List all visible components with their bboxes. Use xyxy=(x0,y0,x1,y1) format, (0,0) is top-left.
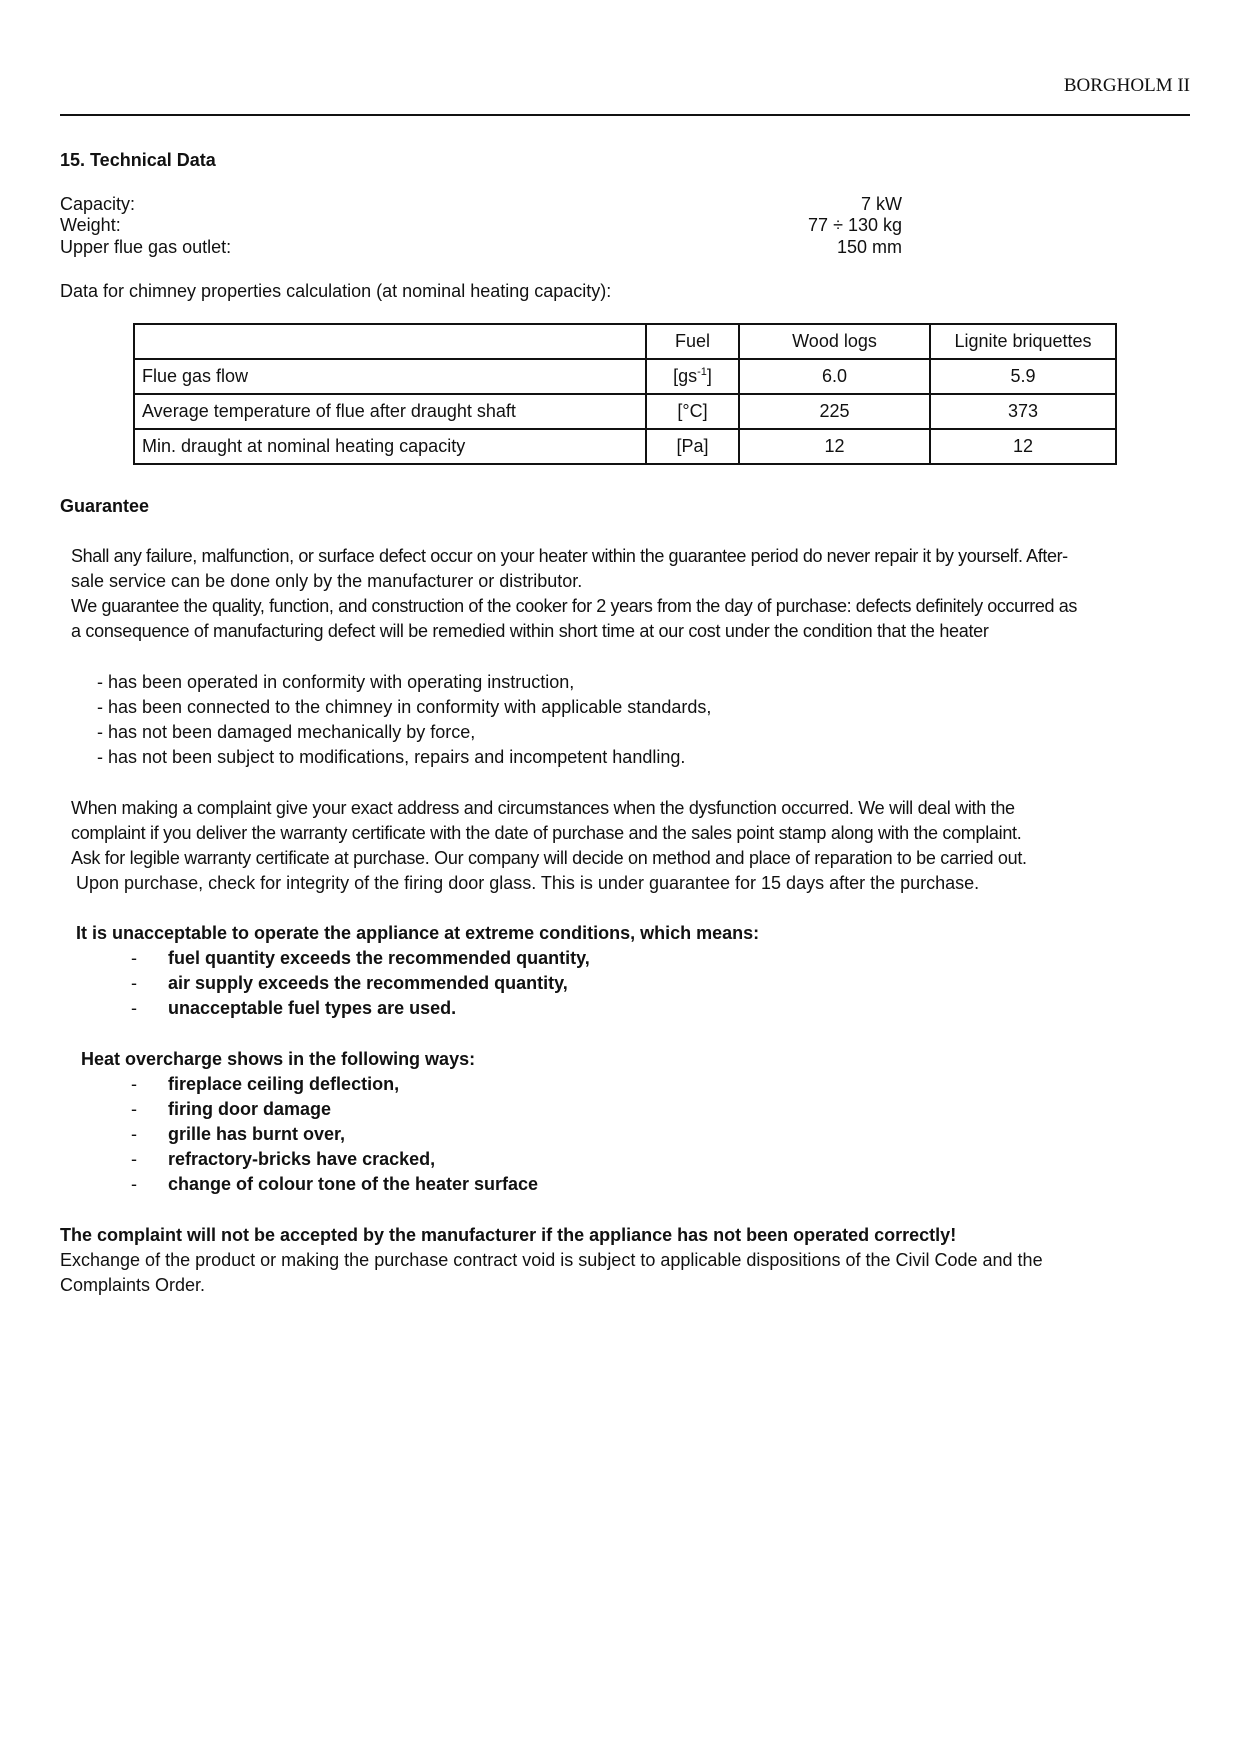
condition-item: - has not been damaged mechanically by force, xyxy=(97,722,476,742)
chimney-data-table xyxy=(133,323,1117,465)
table-header-cell: Wood logs xyxy=(739,324,930,359)
list-dash: - xyxy=(131,948,137,968)
section-title: 15. Technical Data xyxy=(60,150,216,170)
spec-label: Weight: xyxy=(60,215,121,235)
spec-label: Capacity: xyxy=(60,194,136,214)
extreme-item: fuel quantity exceeds the recommended quantity, xyxy=(168,948,590,968)
row-label: Min. draught at nominal heating capacity xyxy=(134,429,646,464)
paragraph-line: Ask for legible warranty certificate at purchase. Our company will decide on method and place of reparation to be carried out. xyxy=(71,848,1027,868)
paragraph-line: Upon purchase, check for integrity of the firing door glass. This is under guarantee for 15 days after the purchase. xyxy=(71,873,980,893)
spec-label: Upper flue gas outlet: xyxy=(60,237,232,257)
spec-value: 150 mm xyxy=(836,237,902,257)
list-dash: - xyxy=(131,973,137,993)
row-wood-value: 225 xyxy=(739,394,930,429)
table-header-row xyxy=(134,324,1116,359)
table-header-cell xyxy=(134,324,646,359)
condition-item: - has been connected to the chimney in conformity with applicable standards, xyxy=(97,697,712,717)
row-lignite-value: 5.9 xyxy=(930,359,1116,394)
chimney-intro: Data for chimney properties calculation (at nominal heating capacity): xyxy=(60,281,612,301)
row-label: Flue gas flow xyxy=(134,359,646,394)
extreme-item: air supply exceeds the recommended quantity, xyxy=(168,973,568,993)
paragraph-line: When making a complaint give your exact address and circumstances when the dysfunction occurred. We will deal with the xyxy=(71,798,1015,818)
list-dash: - xyxy=(131,1124,137,1144)
row-wood-value: 6.0 xyxy=(739,359,930,394)
unit-text-end: ] xyxy=(706,366,712,386)
list-dash: - xyxy=(131,1099,137,1119)
paragraph-line: a consequence of manufacturing defect will be remedied within short time at our cost under the condition that the heater xyxy=(71,621,989,641)
row-label: Average temperature of flue after draught shaft xyxy=(134,394,646,429)
paragraph-line: Shall any failure, malfunction, or surface defect occur on your heater within the guarantee period do never repair it by yourself. After- xyxy=(71,546,1068,566)
header-rule xyxy=(60,114,1190,116)
table-header-cell: Lignite briquettes xyxy=(930,324,1116,359)
spec-value: 77 ÷ 130 kg xyxy=(808,215,902,235)
list-dash: - xyxy=(131,1174,137,1194)
extreme-title: It is unacceptable to operate the appliance at extreme conditions, which means: xyxy=(76,923,760,943)
overcharge-title: Heat overcharge shows in the following ways: xyxy=(81,1049,476,1069)
table-row xyxy=(134,359,1116,394)
row-unit: [Pa] xyxy=(646,429,739,464)
closing-line: Complaints Order. xyxy=(60,1275,206,1295)
list-dash: - xyxy=(131,1149,137,1169)
condition-item: - has been operated in conformity with operating instruction, xyxy=(97,672,575,692)
extreme-item: unacceptable fuel types are used. xyxy=(168,998,457,1018)
spec-value: 7 kW xyxy=(860,194,902,214)
paragraph-line: We guarantee the quality, function, and construction of the cooker for 2 years from the day of purchase: defects definitely occurred as xyxy=(71,596,1077,616)
paragraph-line: sale service can be done only by the manufacturer or distributor. xyxy=(71,571,583,591)
document-header: BORGHOLM II xyxy=(1063,75,1190,96)
paragraph-line: complaint if you deliver the warranty certificate with the date of purchase and the sales point stamp along with the complaint. xyxy=(71,823,1022,843)
table-row xyxy=(134,394,1116,429)
overcharge-item: refractory-bricks have cracked, xyxy=(168,1149,436,1169)
warning-text: The complaint will not be accepted by the manufacturer if the appliance has not been operated correctly! xyxy=(60,1225,957,1245)
unit-exponent: -1 xyxy=(697,366,707,378)
row-wood-value: 12 xyxy=(739,429,930,464)
table-header-cell: Fuel xyxy=(646,324,739,359)
row-lignite-value: 12 xyxy=(930,429,1116,464)
row-lignite-value: 373 xyxy=(930,394,1116,429)
overcharge-item: firing door damage xyxy=(168,1099,332,1119)
unit-text: [gs xyxy=(673,366,698,386)
overcharge-item: grille has burnt over, xyxy=(168,1124,346,1144)
closing-line: Exchange of the product or making the purchase contract void is subject to applicable dispositions of the Civil Code and the xyxy=(60,1250,1043,1270)
table-row xyxy=(134,429,1116,464)
row-unit: [°C] xyxy=(646,394,739,429)
condition-item: - has not been subject to modifications, repairs and incompetent handling. xyxy=(97,747,686,767)
guarantee-title: Guarantee xyxy=(60,496,150,516)
row-unit xyxy=(646,359,739,394)
overcharge-item: change of colour tone of the heater surface xyxy=(168,1174,539,1194)
overcharge-item: fireplace ceiling deflection, xyxy=(168,1074,400,1094)
list-dash: - xyxy=(131,998,137,1018)
list-dash: - xyxy=(131,1074,137,1094)
